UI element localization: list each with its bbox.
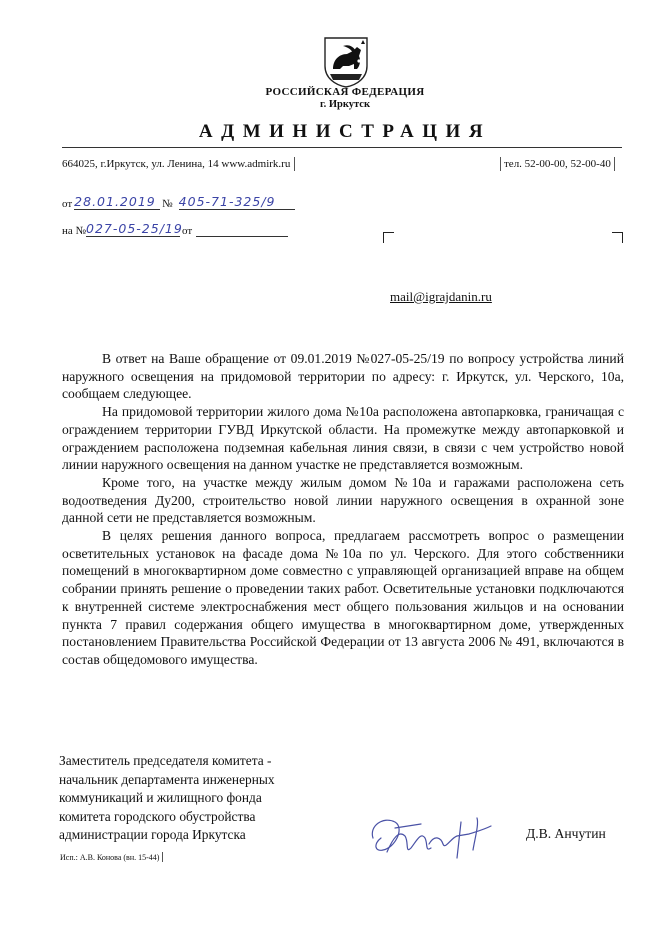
paragraph: В целях решения данного вопроса, предлагаем рассмотреть вопрос о размещении осветительных установок на фасаде дома №10а по ул. Черского. Для этого собственники помещений в многоквартирном доме совместно с управляющей организацией вправе на общем собрании принять решение о проведении таких работ. Осветительные установки подключаются к внутренней системе электроснабжения мест общего пользования жильцов и на основании пункта 7 правил содержания общего имущества в многоквартирном доме, утвержденных постановлением Правительства Российской Федерации от 13 августа 2006 № 491, включаются в состав общедомового имущества.: [62, 528, 624, 667]
recipient-corner-right: [612, 232, 623, 243]
phone-line: тел. 52-00-00, 52-00-40: [500, 157, 615, 171]
country-name: РОССИЙСКАЯ ФЕДЕРАЦИЯ: [265, 86, 425, 98]
reference-registration: на № 027-05-25/19 от: [62, 221, 288, 237]
executor-marker: [162, 852, 163, 862]
recipient-email: mail@igrajdanin.ru: [390, 289, 492, 304]
header-divider: [62, 147, 622, 148]
recipient-corner-left: [383, 232, 394, 243]
signatory-position: Заместитель председателя комитета - начальник департамента инженерных коммуникаций и жилищного фонда комитета городского обустройства администрации города Иркутска: [59, 753, 275, 843]
signatory-name: Д.В. Анчутин: [526, 826, 606, 841]
phone-marker-left: [500, 157, 501, 171]
outgoing-registration: от 28.01.2019 № 405-71-325/9: [62, 194, 295, 210]
paragraph: На придомовой территории жилого дома №10а расположена автопарковка, граничащая с ограждением территории ГУВД Иркутской области. На промежутке между автопарковкой и ограждением расположена подземная кабельная линия связи, в связи с чем устройство новой линии наружного освещения на данном участке не представляется возможным.: [62, 404, 624, 473]
phone-marker-right: [614, 157, 615, 171]
outgoing-date: 28.01.2019: [74, 194, 156, 209]
outgoing-number: 405-71-325/9: [178, 194, 276, 209]
reference-date-blank: [196, 224, 288, 237]
letter-body: [62, 350, 624, 669]
city-name: г. Иркутск: [320, 99, 370, 110]
executor-line: Исп.: А.В. Конова (вн. 15-44): [60, 852, 163, 862]
paragraph: Кроме того, на участке между жилым домом №10а и гаражами расположена сеть водоотведения Ду200, строительство новой линии наружного освещения в охранной зоне данной сети не представляется возможным.: [62, 474, 624, 526]
reference-number: 027-05-25/19: [86, 221, 183, 236]
coat-of-arms-icon: [323, 36, 369, 88]
address-marker: [294, 157, 295, 171]
handwritten-signature: [365, 808, 500, 866]
paragraph: В ответ на Ваше обращение от 09.01.2019 №027-05-25/19 по вопросу устройства линий наружного освещения на придомовой территории по адресу: г. Иркутск, ул. Черского, 10а, сообщаем следующее.: [62, 351, 624, 402]
organization-title: АДМИНИСТРАЦИЯ: [198, 121, 492, 142]
address-line: 664025, г.Иркутск, ул. Ленина, 14 www.admirk.ru: [62, 157, 295, 171]
